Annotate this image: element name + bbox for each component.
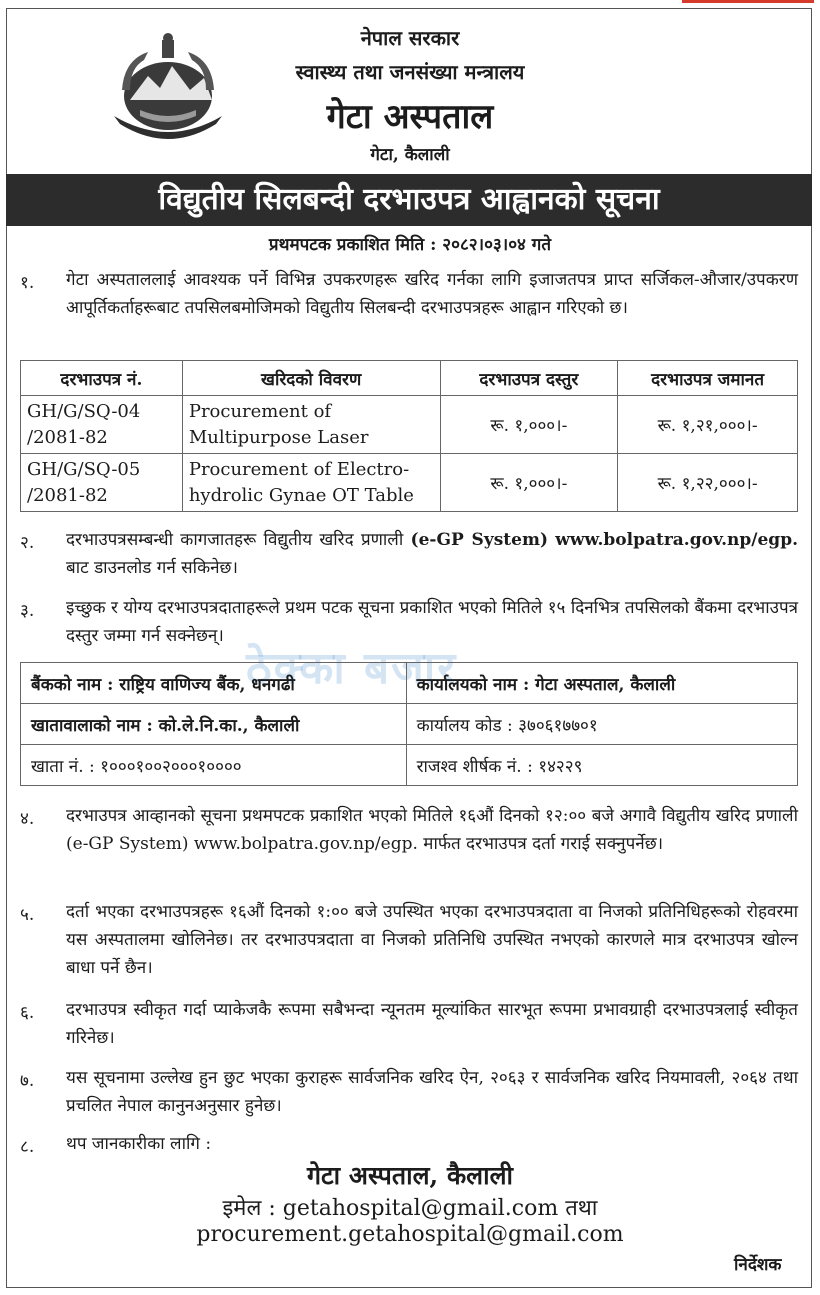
table-row (21, 396, 798, 454)
tender-fee: रू. १,०००।- (440, 396, 618, 454)
column-header: दरभाउपत्र जमानत (618, 361, 798, 396)
section-number: ६. (20, 1003, 35, 1023)
contact-email-secondary: procurement.getahospital@gmail.com (196, 1222, 624, 1247)
tender-security: रू. १,२२,०००।- (618, 454, 798, 512)
tender-fee: रू. १,०००।- (440, 454, 618, 512)
section-text: यस सूचनामा उल्लेख हुन छुट भएका कुराहरू सार्वजनिक खरिद ऐन, २०६३ र सार्वजनिक खरिद नियमावली, २०६४ तथा प्रचलित नेपाल कानुनअनुसार हुनेछ। (66, 1068, 798, 1116)
section-number: ३. (20, 601, 35, 621)
section-number: १. (20, 273, 35, 293)
tender-description: Procurement of Multipurpose Laser (182, 396, 440, 454)
section-number: ८. (20, 1137, 35, 1157)
table-row (21, 663, 798, 704)
section-text-part: बाट डाउनलोड गर्न सकिनेछ। (66, 558, 238, 578)
column-header: खरिदको विवरण (182, 361, 440, 396)
table-row (21, 745, 798, 786)
table-row (21, 454, 798, 512)
section-text (66, 526, 798, 582)
account-number: खाता नं. : १०००१००२०००१०००० (21, 745, 407, 786)
contact-email: इमेल : getahospital@gmail.com तथा (222, 1196, 598, 1221)
tender-number: GH/G/SQ-05 /2081-82 (21, 454, 183, 512)
table-header-row (21, 361, 798, 396)
section-number: ५. (20, 905, 35, 925)
signoff-title: निर्देशक (734, 1255, 782, 1275)
bank-details-table (20, 662, 798, 786)
revenue-heading: राजश्व शीर्षक नं. : १४२२९ (406, 745, 797, 786)
office-code: कार्यालय कोड : ३७०६१७७०१ (406, 704, 797, 745)
section-text: गेटा अस्पताललाई आवश्यक पर्ने विभिन्न उपकरणहरू खरिद गर्नका लागि इजाजतपत्र प्राप्त सर्जिकल-औजार/उपकरण आपूर्तिकर्ताहरूबाट तपसिलबमोजिमको विद्युतीय सिलबन्दी दरभाउपत्रहरू आह्वान गरिएको छ। (66, 270, 798, 318)
section-number: ४. (20, 809, 35, 829)
section-number: २. (20, 533, 35, 553)
table-row (21, 704, 798, 745)
contact-hospital-name: गेटा अस्पताल, कैलाली (306, 1161, 513, 1190)
section-number: ७. (20, 1071, 35, 1091)
publication-date: प्रथमपटक प्रकाशित मिति : २०८२।०३।०४ गते (268, 235, 552, 255)
column-header: दरभाउपत्र नं. (21, 361, 183, 396)
section-text: इच्छुक र योग्य दरभाउपत्रदाताहरूले प्रथम पटक सूचना प्रकाशित भएको मितिले १५ दिनभित्र तपसिलको बैंकमा दरभाउपत्र दस्तुर जम्मा गर्न सक्नेछन्। (66, 598, 798, 646)
hospital-name: गेटा अस्पताल (326, 97, 494, 137)
section-text: दरभाउपत्र स्वीकृत गर्दा प्याकेजकै रूपमा सबैभन्दा न्यूनतम मूल्यांकित सारभूत रूपमा प्रभावग्राही दरभाउपत्रलाई स्वीकृत गरिनेछ। (66, 1000, 798, 1048)
tender-description: Procurement of Electro-hydrolic Gynae OT Table (182, 454, 440, 512)
hospital-location: गेटा, कैलाली (370, 145, 450, 165)
section-text-part: दरभाउपत्रसम्बन्धी कागजातहरू विद्युतीय खरिद प्रणाली (66, 530, 404, 550)
bank-name: बैंकको नाम : राष्ट्रिय वाणिज्य बैंक, धनगढी (21, 663, 407, 704)
ministry-name: स्वास्थ्य तथा जनसंख्या मन्त्रालय (295, 60, 525, 84)
tender-security: रू. १,२१,०००।- (618, 396, 798, 454)
top-accent-line (682, 0, 814, 3)
tender-table (20, 360, 798, 512)
watermark: ठेक्का बजार (246, 643, 458, 694)
government-name: नेपाल सरकार (360, 26, 460, 50)
egp-system-label: (e-GP System) (410, 530, 548, 550)
bolpatra-url: www.bolpatra.gov.np/egp. (555, 530, 798, 550)
section-text: दरभाउपत्र आव्हानको सूचना प्रथमपटक प्रकाशित भएको मितिले १६औं दिनको १२:०० बजे अगावै विद्युतीय खरिद प्रणाली (e-GP System) www.bolpatra.gov.np/egp. मार्फत दरभाउपत्र दर्ता गराई सक्नुपर्नेछ। (66, 806, 798, 854)
section-text: दर्ता भएका दरभाउपत्रहरू १६औं दिनको १:०० बजे उपस्थित भएका दरभाउपत्रदाता वा निजको प्रतिनिधिहरूको रोहवरमा यस अस्पतालमा खोलिनेछ। तर दरभाउपत्रदाता वा निजको प्रतिनिधि उपस्थित नभएको कारणले मात्र दरभाउपत्र खोल्न बाधा पर्ने छैन। (66, 902, 798, 978)
notice-title-banner: विद्युतीय सिलबन्दी दरभाउपत्र आह्वानको सूचना (6, 174, 812, 226)
office-name: कार्यालयको नाम : गेटा अस्पताल, कैलाली (406, 663, 797, 704)
account-holder: खातावालाको नाम : को.ले.नि.का., कैलाली (21, 704, 407, 745)
column-header: दरभाउपत्र दस्तुर (440, 361, 618, 396)
tender-number: GH/G/SQ-04 /2081-82 (21, 396, 183, 454)
section-text: थप जानकारीका लागि : (66, 1134, 212, 1154)
